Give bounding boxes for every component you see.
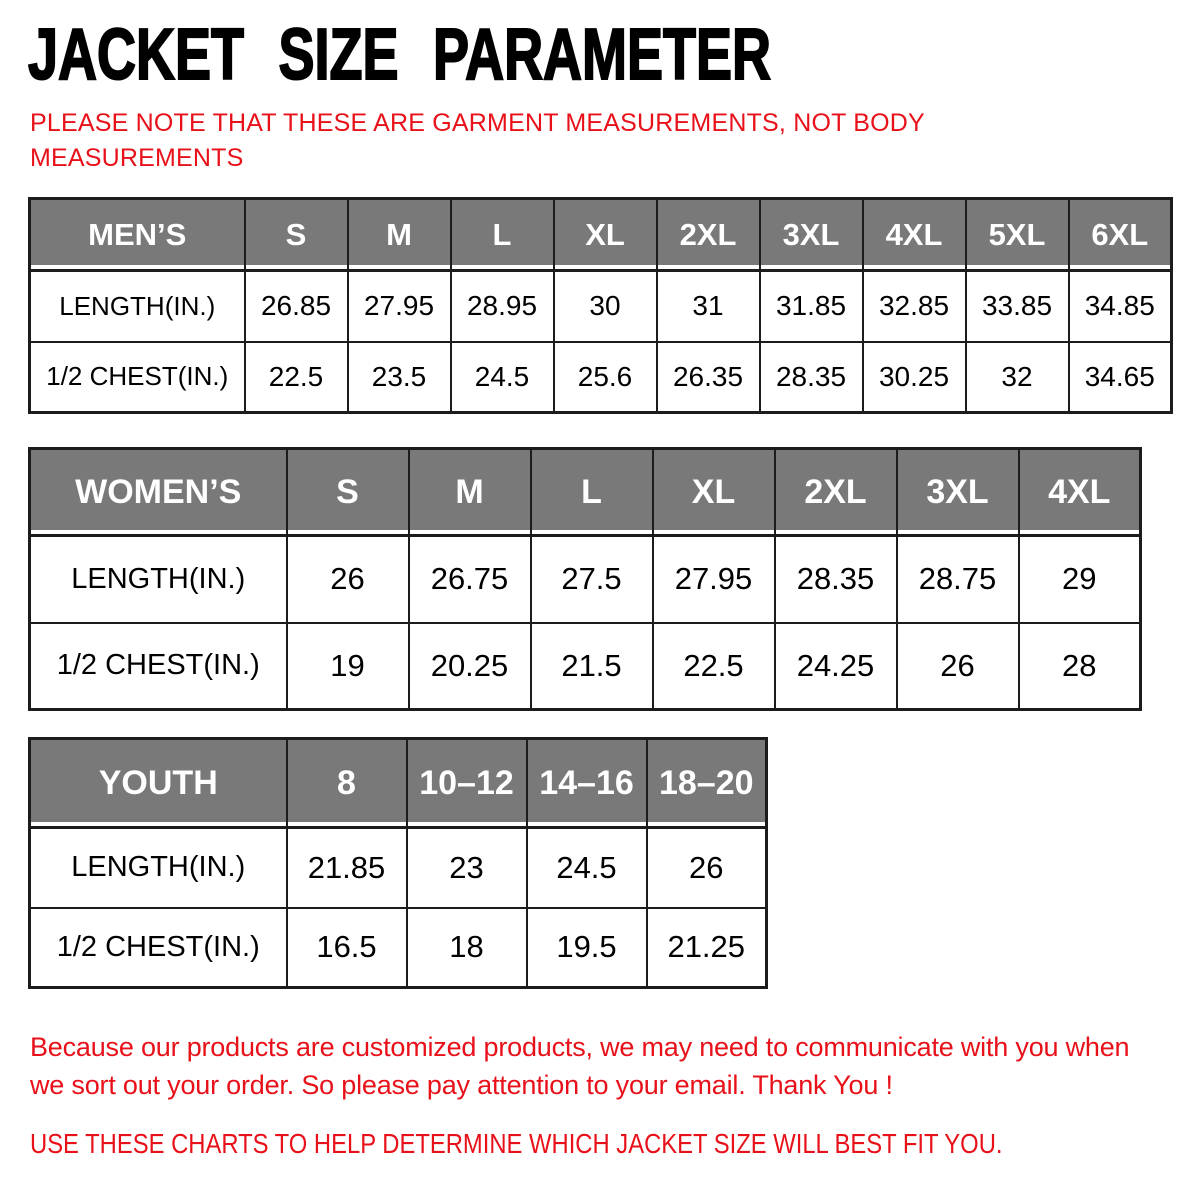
table-group-name: MEN’S bbox=[30, 199, 245, 271]
measurement-value-cell: 22.5 bbox=[245, 342, 348, 413]
measurement-row bbox=[30, 342, 1172, 413]
size-column-header: 4XL bbox=[1019, 449, 1141, 536]
size-column-header: 2XL bbox=[657, 199, 760, 271]
measurement-value-cell: 28.35 bbox=[775, 536, 897, 623]
measurement-value-cell: 26 bbox=[287, 536, 409, 623]
size-column-header: 2XL bbox=[775, 449, 897, 536]
size-column-header: 14–16 bbox=[527, 739, 647, 828]
measurement-value-cell: 28.75 bbox=[897, 536, 1019, 623]
measurement-value-cell: 21.5 bbox=[531, 623, 653, 710]
measurement-value-cell: 28.95 bbox=[451, 271, 554, 342]
measurement-value-cell: 29 bbox=[1019, 536, 1141, 623]
measurement-value-cell: 21.85 bbox=[287, 828, 407, 908]
measurement-value-cell: 26 bbox=[647, 828, 767, 908]
row-label: LENGTH(IN.) bbox=[30, 536, 287, 623]
measurement-value-cell: 20.25 bbox=[409, 623, 531, 710]
size-header-row bbox=[30, 199, 1172, 271]
measurement-value-cell: 31.85 bbox=[760, 271, 863, 342]
measurement-value-cell: 28 bbox=[1019, 623, 1141, 710]
measurement-value-cell: 23 bbox=[407, 828, 527, 908]
measurement-value-cell: 34.85 bbox=[1069, 271, 1172, 342]
measurement-value-cell: 24.5 bbox=[451, 342, 554, 413]
size-column-header: S bbox=[245, 199, 348, 271]
measurement-value-cell: 26.85 bbox=[245, 271, 348, 342]
size-column-header: M bbox=[348, 199, 451, 271]
row-label: 1/2 CHEST(IN.) bbox=[30, 623, 287, 710]
womens-size-table bbox=[28, 447, 1142, 711]
row-label: 1/2 CHEST(IN.) bbox=[30, 342, 245, 413]
size-column-header: XL bbox=[653, 449, 775, 536]
measurement-value-cell: 25.6 bbox=[554, 342, 657, 413]
measurement-value-cell: 19 bbox=[287, 623, 409, 710]
measurement-value-cell: 19.5 bbox=[527, 908, 647, 988]
row-label: LENGTH(IN.) bbox=[30, 271, 245, 342]
size-table bbox=[28, 447, 1142, 711]
measurement-row bbox=[30, 623, 1141, 710]
youth-size-table bbox=[28, 737, 768, 989]
measurement-value-cell: 27.95 bbox=[348, 271, 451, 342]
measurement-row bbox=[30, 271, 1172, 342]
measurement-value-cell: 30.25 bbox=[863, 342, 966, 413]
measurement-value-cell: 26.35 bbox=[657, 342, 760, 413]
measurement-value-cell: 22.5 bbox=[653, 623, 775, 710]
size-column-header: 18–20 bbox=[647, 739, 767, 828]
measurement-value-cell: 26.75 bbox=[409, 536, 531, 623]
size-column-header: 10–12 bbox=[407, 739, 527, 828]
measurement-value-cell: 33.85 bbox=[966, 271, 1069, 342]
measurement-value-cell: 24.25 bbox=[775, 623, 897, 710]
measurement-value-cell: 24.5 bbox=[527, 828, 647, 908]
row-label: LENGTH(IN.) bbox=[30, 828, 287, 908]
measurement-value-cell: 16.5 bbox=[287, 908, 407, 988]
size-column-header: 3XL bbox=[760, 199, 863, 271]
table-group-name: WOMEN’S bbox=[30, 449, 287, 536]
measurement-row bbox=[30, 536, 1141, 623]
measurement-value-cell: 34.65 bbox=[1069, 342, 1172, 413]
size-header-row bbox=[30, 449, 1141, 536]
measurement-value-cell: 30 bbox=[554, 271, 657, 342]
size-column-header: XL bbox=[554, 199, 657, 271]
mens-size-table bbox=[28, 197, 1173, 414]
measurement-value-cell: 27.95 bbox=[653, 536, 775, 623]
measurement-value-cell: 26 bbox=[897, 623, 1019, 710]
row-label: 1/2 CHEST(IN.) bbox=[30, 908, 287, 988]
size-table bbox=[28, 737, 768, 989]
size-header-row bbox=[30, 739, 767, 828]
chart-usage-note: USE THESE CHARTS TO HELP DETERMINE WHICH JACKET SIZE WILL BEST FIT YOU. bbox=[30, 1128, 1003, 1159]
size-column-header: L bbox=[451, 199, 554, 271]
garment-measurement-note: PLEASE NOTE THAT THESE ARE GARMENT MEASUREMENTS, NOT BODY MEASUREMENTS bbox=[30, 109, 925, 172]
page-title: JACKET SIZE PARAMETER bbox=[28, 15, 772, 95]
size-column-header: 8 bbox=[287, 739, 407, 828]
size-column-header: 4XL bbox=[863, 199, 966, 271]
measurement-value-cell: 23.5 bbox=[348, 342, 451, 413]
size-column-header: 3XL bbox=[897, 449, 1019, 536]
measurement-value-cell: 32 bbox=[966, 342, 1069, 413]
measurement-value-cell: 28.35 bbox=[760, 342, 863, 413]
size-column-header: S bbox=[287, 449, 409, 536]
size-column-header: M bbox=[409, 449, 531, 536]
measurement-value-cell: 21.25 bbox=[647, 908, 767, 988]
size-table bbox=[28, 197, 1173, 414]
size-column-header: L bbox=[531, 449, 653, 536]
measurement-row bbox=[30, 828, 767, 908]
table-group-name: YOUTH bbox=[30, 739, 287, 828]
size-column-header: 6XL bbox=[1069, 199, 1172, 271]
measurement-row bbox=[30, 908, 767, 988]
measurement-value-cell: 31 bbox=[657, 271, 760, 342]
customization-notice: Because our products are customized products, we may need to communicate with you when we sort out your order. So please pay attention to your email. Thank You ! bbox=[30, 1032, 1130, 1101]
measurement-value-cell: 27.5 bbox=[531, 536, 653, 623]
size-column-header: 5XL bbox=[966, 199, 1069, 271]
measurement-value-cell: 32.85 bbox=[863, 271, 966, 342]
measurement-value-cell: 18 bbox=[407, 908, 527, 988]
